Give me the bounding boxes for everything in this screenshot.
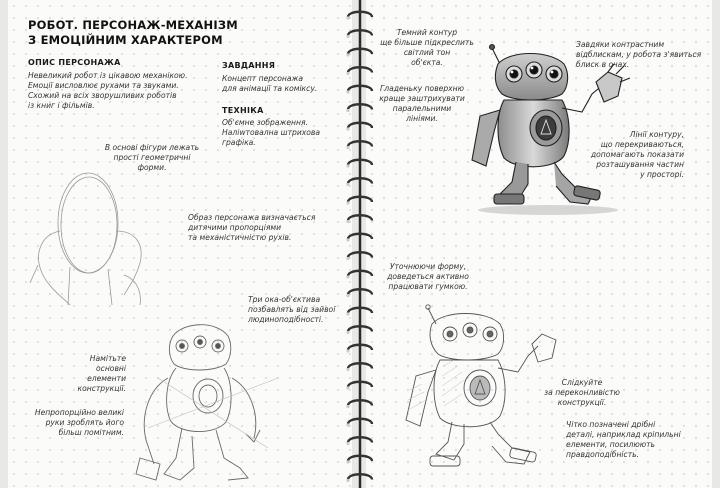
technique-text: Об'ємне зображення. Наліwтовална штрихова графіка. <box>222 118 321 147</box>
note-smooth: Гладеньку поверхню краще заштрихувати паралельними лініями. <box>379 84 465 123</box>
note-eyes: Три ока-об'єктива позбавлять від зайвої людиноподібності. <box>248 295 336 324</box>
note-proportions: Образ персонажа визначається дитячими пропорціями та механістичністю рухів. <box>188 213 316 242</box>
spiral-hole <box>346 349 349 352</box>
description-text: Невеликий робот із цікавою механікою. Емоції висловлює рухами та звуками. Схожий на всіх зворушливих роботів із книг і фільмів. <box>28 71 188 110</box>
spiral-hole <box>346 220 349 223</box>
spiral-hole <box>346 442 349 445</box>
spiral-hole <box>346 257 349 260</box>
spiral-hole <box>346 312 349 315</box>
spiral-hole <box>346 72 349 75</box>
finished-robot-drawing <box>458 42 638 217</box>
spiral-hole <box>346 127 349 130</box>
description-heading: ОПИС ПЕРСОНАЖА <box>28 58 121 67</box>
spiral-hole <box>346 331 349 334</box>
note-dark-outline: Темний контур ще більше підкреслить світлий тон об'єкта. <box>380 28 474 67</box>
spiral-hole <box>346 423 349 426</box>
spiral-hole <box>346 183 349 186</box>
spiral-hole <box>346 109 349 112</box>
basic-shapes-sketch <box>20 165 190 315</box>
pencil-robot-drawing <box>392 300 572 480</box>
task-text: Концепт персонажа для анімації та коміксу. <box>222 74 318 93</box>
note-details: Чітко позначені дрібні деталі, наприклад кріпильні елементи, посилюють правдоподібність. <box>566 420 681 459</box>
spiral-hole <box>346 275 349 278</box>
spiral-hole <box>346 405 349 408</box>
task-heading: ЗАВДАННЯ <box>222 61 276 70</box>
note-form: Уточнюючи форму, доведеться активно працювати гумкою. <box>387 262 469 291</box>
spiral-hole <box>346 90 349 93</box>
spiral-hole <box>346 368 349 371</box>
note-hands: Непропорційно великі руки зроблять його більш помітним. <box>34 408 124 437</box>
note-contrast: Завдяки контрастним відблискам, у робота з'явиться блиск в очах. <box>576 40 702 69</box>
spiral-binding <box>344 0 376 488</box>
spiral-hole <box>346 386 349 389</box>
construction-robot-sketch <box>128 318 288 486</box>
page-title: РОБОТ. ПЕРСОНАЖ-МЕХАНІЗМ З ЕМОЦІЙНИМ ХАРАКТЕРОМ <box>28 18 238 47</box>
spiral-hole <box>346 238 349 241</box>
note-outline: Намітьте основні елементи конструкції. <box>77 354 126 393</box>
spiral-hole <box>346 164 349 167</box>
spiral-hole <box>346 479 349 482</box>
note-follow: Слідкуйте за переконливістю конструкції. <box>544 378 620 407</box>
spiral-hole <box>346 146 349 149</box>
spiral-hole <box>346 460 349 463</box>
technique-heading: ТЕХНІКА <box>222 106 264 115</box>
spiral-hole <box>346 35 349 38</box>
note-overlap: Лінії контуру, що перекриваються, допомагають показати розташування частин у просторі. <box>590 130 684 179</box>
spiral-hole <box>346 201 349 204</box>
note-basic-shapes: В основі фігури лежать прості геометричні форми. <box>104 143 200 172</box>
spiral-hole <box>346 294 349 297</box>
spiral-hole <box>346 53 349 56</box>
spiral-hole <box>346 16 349 19</box>
